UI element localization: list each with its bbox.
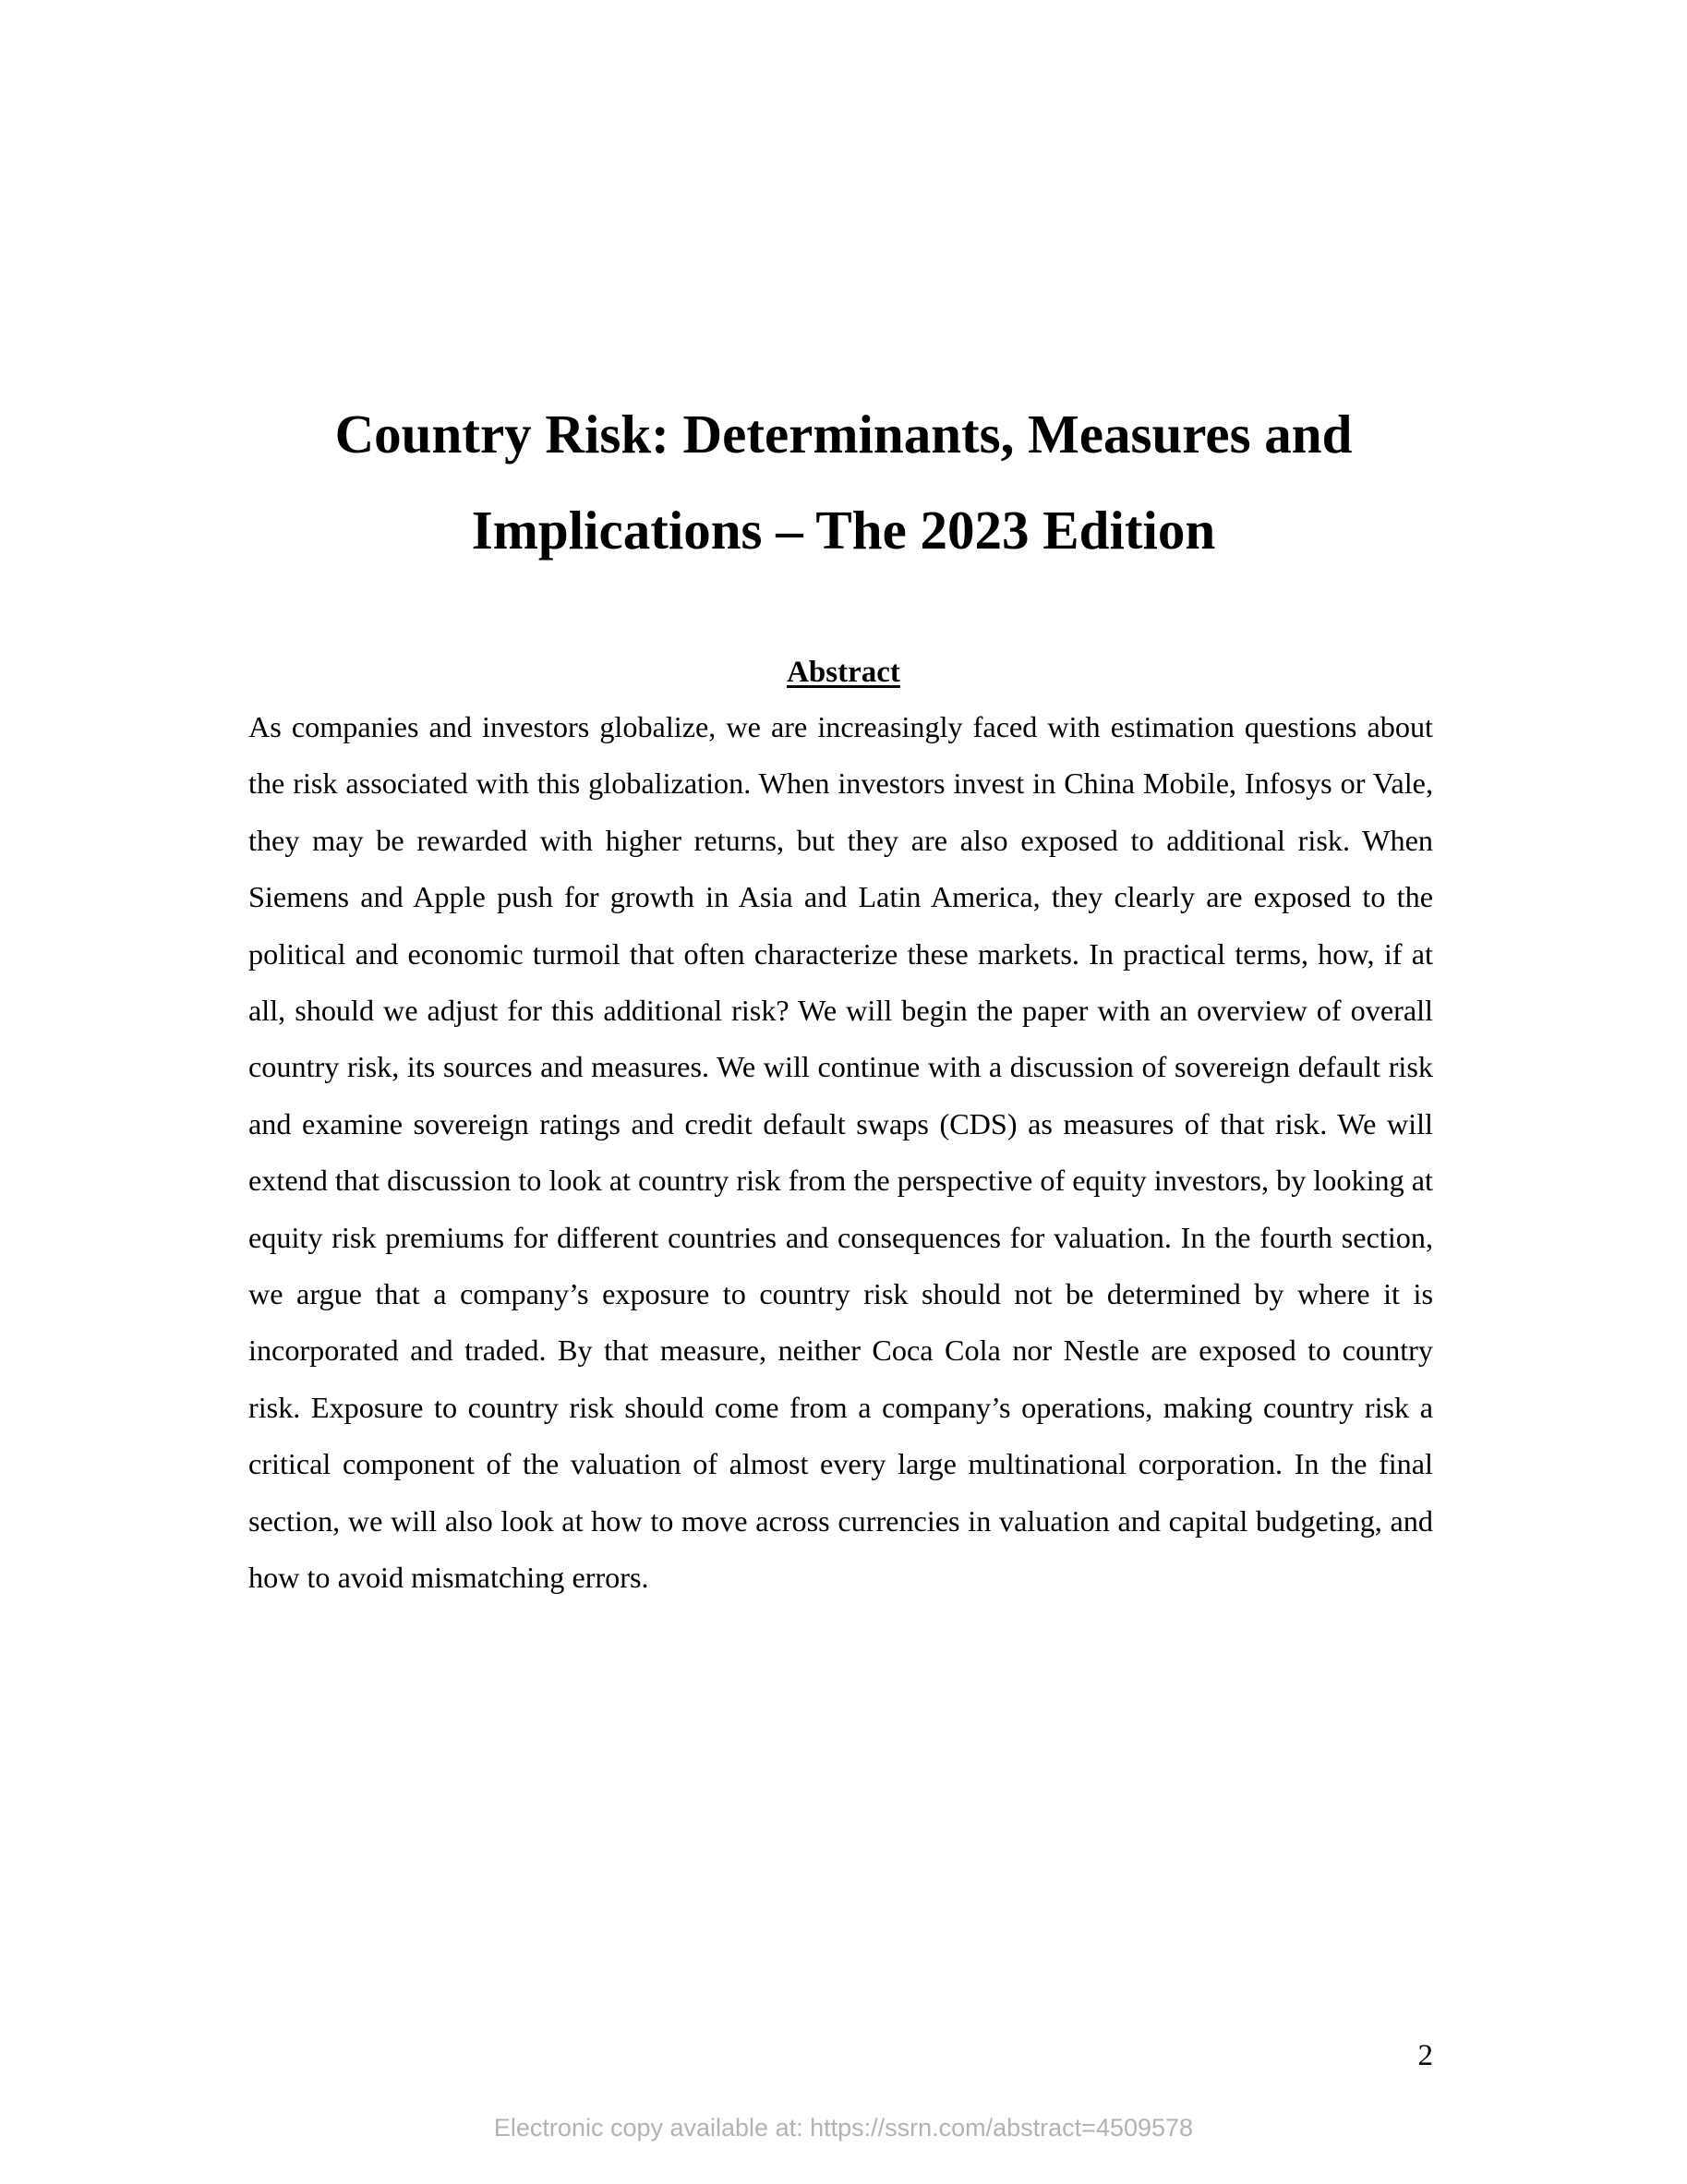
page-number: 2 (1417, 2039, 1433, 2072)
paper-title-line-1: Country Risk: Determinants, Measures and (334, 404, 1353, 465)
abstract-heading: Abstract (787, 656, 900, 689)
abstract-body: As companies and investors globalize, we are increasingly faced with estimation questions about the risk associated with this globalization. When investors invest in China Mobile, Infosys or Vale, they may be rewarded with higher returns, but they are also exposed to additional risk. When Siemens and Apple push for growth in Asia and Latin America, they clearly are exposed to the political and economic turmoil that often characterize these markets. In practical terms, how, if at all, should we adjust for this additional risk? We will begin the paper with an overview of overall country risk, its sources and measures. We will continue with a discussion of sovereign default risk and examine sovereign ratings and credit default swaps (CDS) as measures of that risk. We will extend that discussion to look at country risk from the perspective of equity investors, by looking at equity risk premiums for different countries and consequences for valuation. In the fourth section, we argue that a company’s exposure to country risk should not be determined by where it is incorporated and traded. By that measure, neither Coca Cola nor Nestle are exposed to country risk. Exposure to country risk should come from a company’s operations, making country risk a critical component of the valuation of almost every large multinational corporation. In the final section, we will also look at how to move across currencies in valuation and capital budgeting, and how to avoid mismatching errors. (248, 710, 1433, 1595)
paper-title (185, 386, 1502, 578)
ssrn-footer: Electronic copy available at: https://ssrn.com/abstract=4509578 (493, 2114, 1194, 2142)
paper-title-line-2: Implications – The 2023 Edition (471, 500, 1216, 561)
